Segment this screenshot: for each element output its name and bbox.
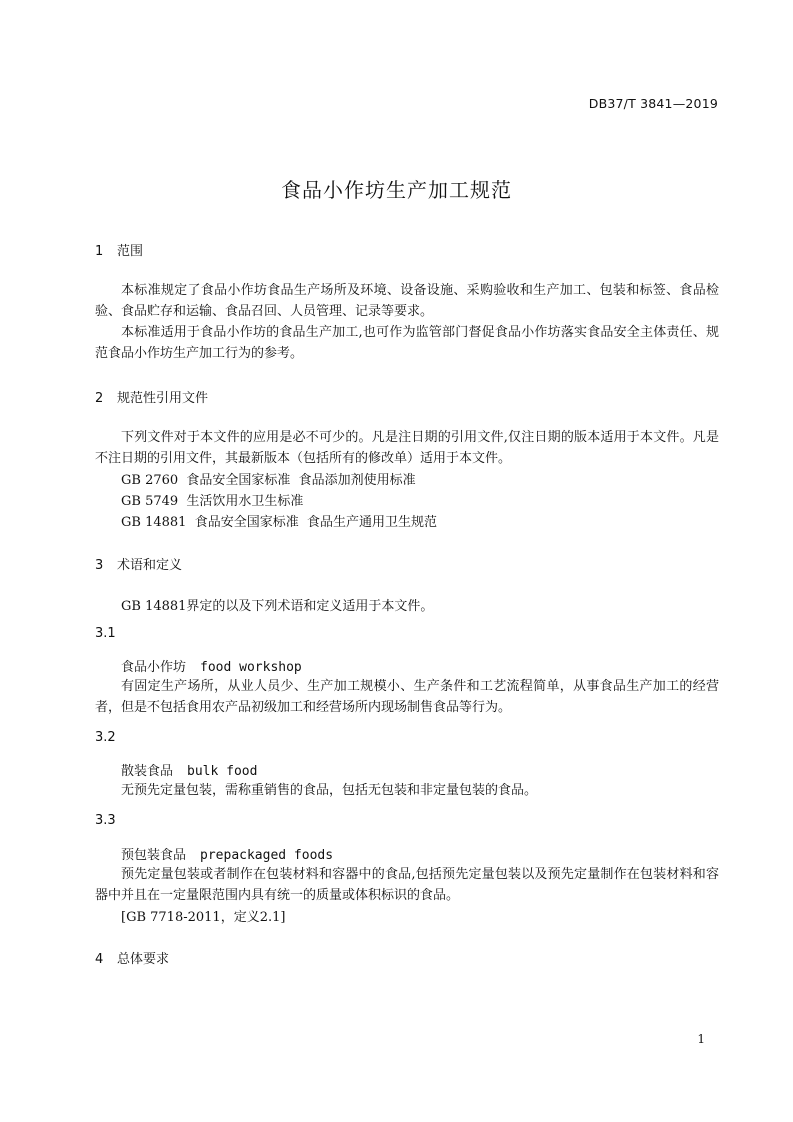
section-3-intro: GB 14881界定的以及下列术语和定义适用于本文件。 <box>121 599 434 614</box>
term-3-3-number: 3.3 <box>95 813 116 828</box>
reference-gb-5749: GB 5749 生活饮用水卫生标准 <box>121 494 304 509</box>
term-zh: 预包装食品 <box>121 848 187 863</box>
section-2-paragraph: 下列文件对于本文件的应用是必不可少的。凡是注日期的引用文件,仅注日期的版本适用于本文件。凡是不注日期的引用文件，其最新版本（包括所有的修改单）适用于本文件。 <box>95 430 719 466</box>
section-title: 术语和定义 <box>117 558 183 573</box>
section-number: 1 <box>95 244 104 259</box>
reference-gb-2760: GB 2760 食品安全国家标准 食品添加剂使用标准 <box>121 473 416 488</box>
section-1-paragraph-1: 本标准规定了食品小作坊食品生产场所及环境、设备设施、采购验收和生产加工、包装和标签、食品检验、食品贮存和运输、食品召回、人员管理、记录等要求。 <box>95 283 719 319</box>
section-2-heading <box>95 387 208 406</box>
reference-gb-14881: GB 14881 食品安全国家标准 食品生产通用卫生规范 <box>121 515 437 530</box>
term-3-3-heading <box>121 844 333 863</box>
term-3-1-number: 3.1 <box>95 626 116 641</box>
section-1-paragraph-2: 本标准适用于食品小作坊的食品生产加工,也可作为监管部门督促食品小作坊落实食品安全主体责任、规范食品小作坊生产加工行为的参考。 <box>95 325 719 361</box>
term-zh: 食品小作坊 <box>121 660 187 675</box>
term-en: prepackaged foods <box>200 848 334 863</box>
term-3-2-number: 3.2 <box>95 730 116 745</box>
section-title: 范围 <box>117 244 144 259</box>
section-number: 2 <box>95 391 104 406</box>
section-1-heading <box>95 240 143 259</box>
document-code: DB37/T 3841—2019 <box>588 96 718 111</box>
term-en: bulk food <box>187 764 258 779</box>
term-3-1-definition: 有固定生产场所，从业人员少、生产加工规模小、生产条件和工艺流程简单，从事食品生产加工的经营者，但是不包括食用农产品初级加工和经营场所内现场制售食品等行为。 <box>95 679 719 715</box>
section-number: 4 <box>95 952 104 967</box>
section-3-heading <box>95 554 182 573</box>
section-title: 总体要求 <box>117 952 170 967</box>
term-3-3-source: [GB 7718-2011，定义2.1] <box>121 910 286 925</box>
section-number: 3 <box>95 558 104 573</box>
term-zh: 散装食品 <box>121 764 174 779</box>
section-title: 规范性引用文件 <box>117 391 209 406</box>
term-3-2-heading <box>121 760 257 779</box>
term-en: food workshop <box>200 660 302 675</box>
document-title: 食品小作坊生产加工规范 <box>281 178 512 202</box>
section-4-heading <box>95 948 169 967</box>
page-number: 1 <box>697 1032 705 1046</box>
term-3-1-heading <box>121 656 302 675</box>
term-3-3-definition: 预先定量包装或者制作在包装材料和容器中的食品,包括预先定量包装以及预先定量制作在包装材料和容器中并且在一定量限范围内具有统一的质量或体积标识的食品。 <box>95 867 719 903</box>
term-3-2-definition: 无预先定量包装，需称重销售的食品，包括无包装和非定量包装的食品。 <box>121 783 538 798</box>
